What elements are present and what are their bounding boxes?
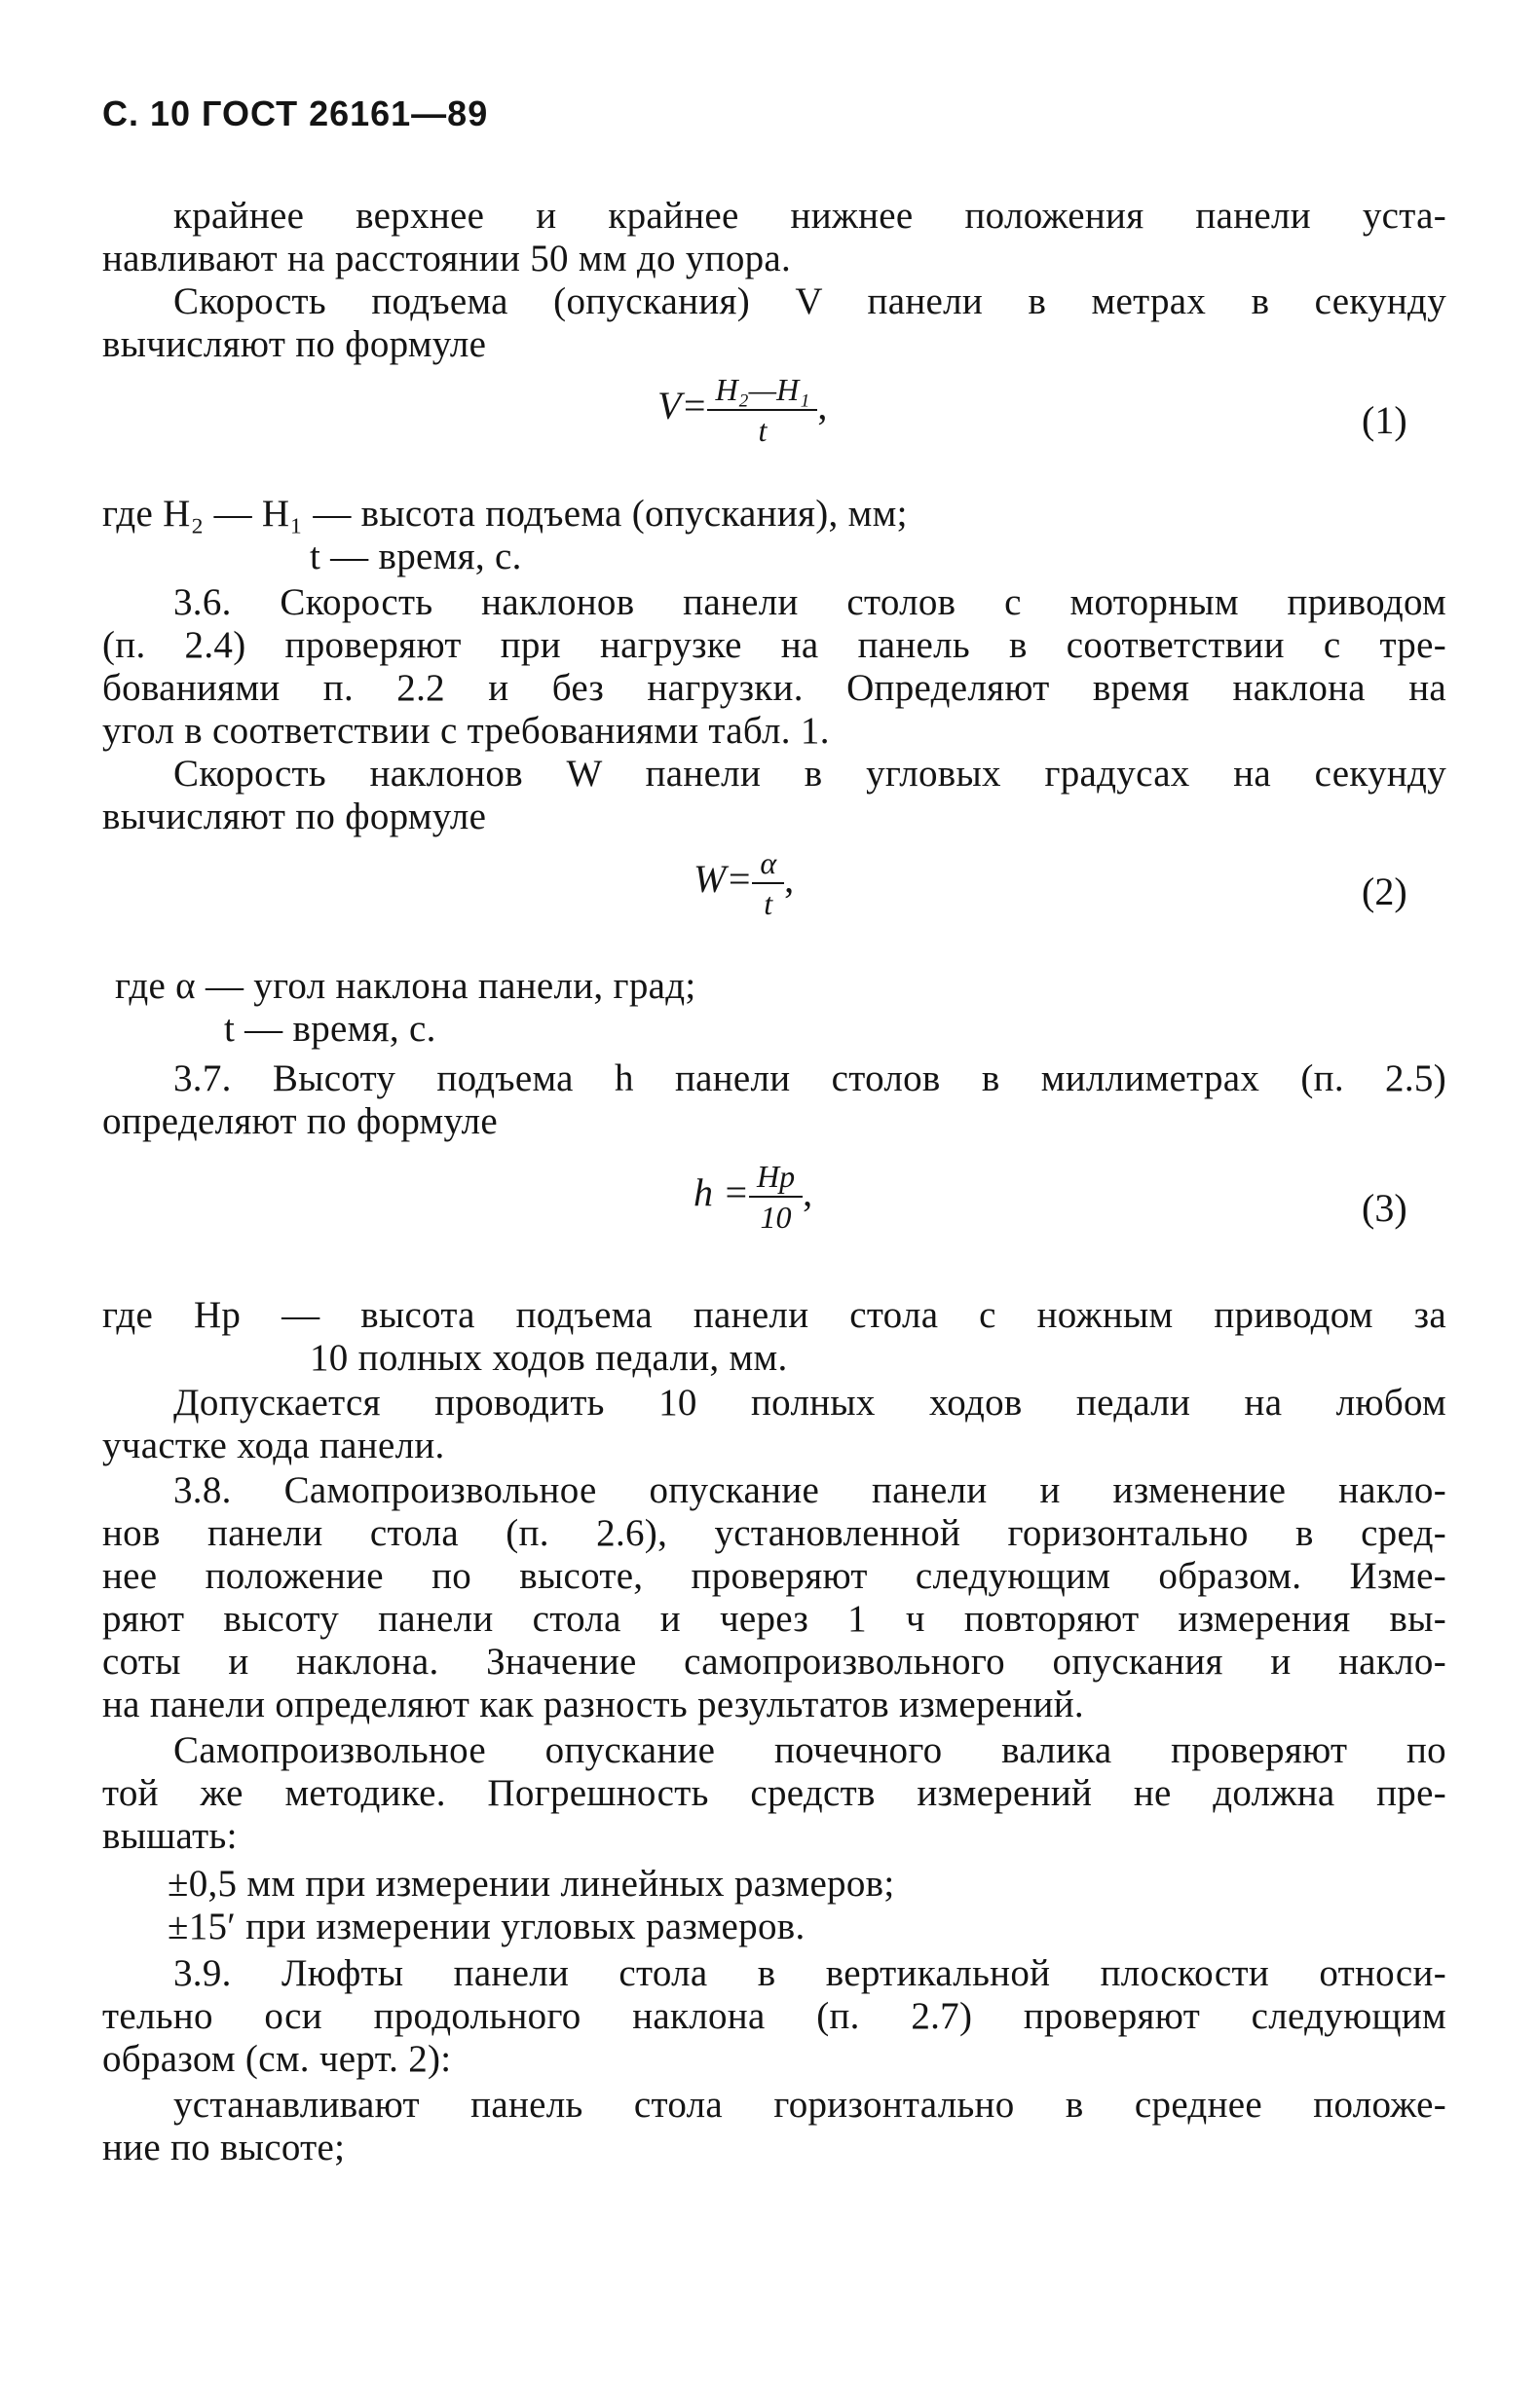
formula-lhs: W= <box>694 857 753 902</box>
text-line: вычисляют по формуле <box>102 796 487 837</box>
text-line: угол в соответствии с требованиями табл. 1. <box>102 710 830 752</box>
equation-number-3: (3) <box>1362 1186 1407 1230</box>
text-line: где Hр — высота подъема панели стола с ножным приводом за <box>102 1294 1446 1336</box>
formula-fraction <box>749 1157 803 1237</box>
text-line: где α — угол наклона панели, град; <box>115 965 696 1007</box>
text-line: устанавливают панель стола горизонтально в среднее положе- <box>173 2084 1446 2126</box>
text-line: на панели определяют как разность результатов измерений. <box>102 1684 1084 1725</box>
text-line: 3.8. Самопроизвольное опускание панели и изменение накло- <box>173 1469 1446 1511</box>
text-line: где H₂ — H₁ — высота подъема (опускания), мм; <box>102 493 908 535</box>
text-line: Самопроизвольное опускание почечного валика проверяют по <box>173 1729 1446 1771</box>
formula-numerator: α <box>760 845 777 880</box>
text-line: (п. 2.4) проверяют при нагрузке на панель в соответствии с тре- <box>102 624 1446 666</box>
equation-number-1: (1) <box>1362 398 1407 442</box>
text-line: участке хода панели. <box>102 1425 445 1466</box>
text-line: Скорость подъема (опускания) V панели в метрах в секунду <box>173 280 1446 322</box>
text-line: 10 полных ходов педали, мм. <box>310 1337 788 1379</box>
text-line: определяют по формуле <box>102 1100 498 1142</box>
text-line: ±15′ при измерении угловых размеров. <box>168 1906 806 1947</box>
text-line: t — время, с. <box>224 1008 436 1050</box>
formula-3 <box>694 1157 812 1237</box>
text-line: ±0,5 мм при измерении линейных размеров; <box>168 1863 895 1905</box>
text-line: бованиями п. 2.2 и без нагрузки. Определяют время наклона на <box>102 667 1446 709</box>
formula-tail: , <box>803 1170 813 1215</box>
text-line: ряют высоту панели стола и через 1 ч повторяют измерения вы- <box>102 1598 1446 1640</box>
text-line: соты и наклона. Значение самопроизвольного опускания и накло- <box>102 1641 1446 1683</box>
text-line: образом (см. черт. 2): <box>102 2038 452 2080</box>
formula-tail: , <box>784 857 795 902</box>
equation-number-2: (2) <box>1362 870 1407 913</box>
text-line: крайнее верхнее и крайнее нижнее положения панели уста- <box>173 195 1446 237</box>
text-line: 3.7. Высоту подъема h панели столов в миллиметрах (п. 2.5) <box>173 1057 1446 1099</box>
text-line: Допускается проводить 10 полных ходов педали на любом <box>173 1382 1446 1424</box>
text-line: той же методике. Погрешность средств измерений не должна пре- <box>102 1772 1446 1814</box>
text-line: нее положение по высоте, проверяют следующим образом. Изме- <box>102 1555 1446 1597</box>
formula-numerator: H₂—H₁ <box>715 372 810 407</box>
text-line: t — время, с. <box>310 536 522 577</box>
text-line: ние по высоте; <box>102 2127 346 2168</box>
text-line: вышать: <box>102 1815 238 1857</box>
formula-denominator: t <box>764 886 773 921</box>
text-line: 3.9. Люфты панели стола в вертикальной плоскости относи- <box>173 1952 1446 1994</box>
formula-1 <box>657 370 827 450</box>
formula-denominator: t <box>758 413 768 448</box>
text-line: Скорость наклонов W панели в угловых градусах на секунду <box>173 753 1446 795</box>
formula-fraction <box>707 370 817 450</box>
text-line: навливают на расстоянии 50 мм до упора. <box>102 238 792 279</box>
formula-tail: , <box>817 384 828 428</box>
formula-fraction <box>752 843 784 923</box>
formula-lhs: V= <box>657 384 708 428</box>
formula-numerator: Hр <box>757 1159 796 1194</box>
formula-2 <box>694 843 794 923</box>
text-line: нов панели стола (п. 2.6), установленной горизонтально в сред- <box>102 1512 1446 1554</box>
text-line: вычисляют по формуле <box>102 323 487 365</box>
text-line: 3.6. Скорость наклонов панели столов с моторным приводом <box>173 581 1446 623</box>
formula-lhs: h = <box>694 1170 749 1215</box>
formula-denominator: 10 <box>760 1200 792 1235</box>
page-header: С. 10 ГОСТ 26161—89 <box>102 93 489 133</box>
text-line: тельно оси продольного наклона (п. 2.7) проверяют следующим <box>102 1995 1446 2037</box>
